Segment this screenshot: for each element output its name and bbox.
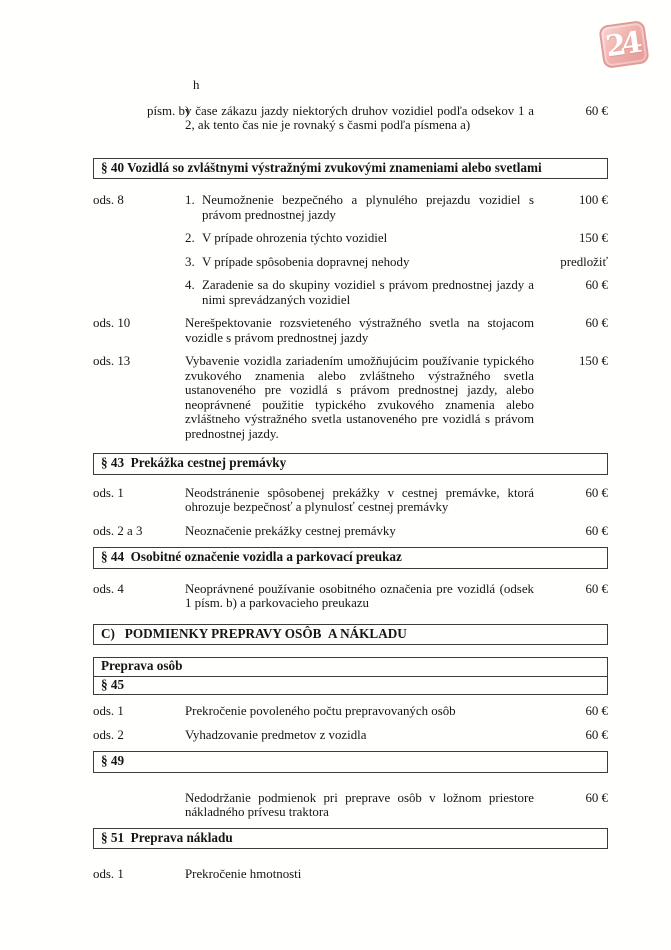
fine-amount: 150 € xyxy=(578,354,608,368)
section-44-rows xyxy=(93,582,608,611)
table-row xyxy=(93,704,608,719)
fine-amount: 60 € xyxy=(585,727,608,742)
table-row xyxy=(93,582,608,611)
item-number: 1. xyxy=(185,193,195,207)
section-header-45-group xyxy=(93,657,608,695)
table-row xyxy=(93,231,608,246)
fine-amount: 60 € xyxy=(585,316,608,330)
section-43-rows xyxy=(93,486,608,539)
section-45-rows xyxy=(93,704,608,742)
table-row xyxy=(93,354,608,441)
section-header-40: § 40 Vozidlá so zvláštnymi výstražnými zvukovými znameniami alebo svetlami xyxy=(93,158,608,180)
24-logo-text: 24 xyxy=(603,25,641,64)
offense-text: V prípade ohrozenia týchto vozidiel xyxy=(202,231,388,245)
offense-text: Nedodržanie podmienok pri preprave osôb v ložnom priestore nákladného prívesu traktora xyxy=(185,790,534,819)
section-header-51: § 51 Preprava nákladu xyxy=(93,828,608,850)
fine-amount: 60 € xyxy=(585,485,608,500)
offense-text: Neoznačenie prekážky cestnej premávky xyxy=(185,523,396,538)
table-row xyxy=(93,486,608,515)
section-header-44: § 44 Osobitné označenie vozidla a parkovací preukaz xyxy=(93,547,608,569)
group-title-preprava-osob: Preprava osôb xyxy=(94,658,607,677)
fine-amount: 150 € xyxy=(578,231,608,245)
fine-amount: 60 € xyxy=(585,704,608,718)
ods-label: ods. 4 xyxy=(93,581,124,596)
table-row xyxy=(93,867,608,882)
fine-amount: 60 € xyxy=(585,103,608,118)
fine-amount: 100 € xyxy=(578,193,608,207)
table-row xyxy=(93,193,608,222)
pism-label: písm. b) xyxy=(147,103,190,118)
table-row xyxy=(93,316,608,345)
section-header-c: C) PODMIENKY PREPRAVY OSÔB A NÁKLADU xyxy=(93,624,608,646)
offense-text: Neumožnenie bezpečného a plynulého prejazdu vozidiel s právom prednostnej jazdy xyxy=(202,193,534,222)
table-row xyxy=(93,278,608,307)
table-row xyxy=(93,255,608,270)
table-row xyxy=(93,524,608,539)
ods-label: ods. 13 xyxy=(93,354,131,368)
table-row xyxy=(93,728,608,743)
offense-text: Prekročenie hmotnosti xyxy=(185,867,302,881)
section-header-45: § 45 xyxy=(101,676,125,692)
fine-amount: 60 € xyxy=(585,523,608,538)
item-number: 3. xyxy=(185,254,195,269)
ods-label: ods. 1 xyxy=(93,867,124,881)
fine-amount: 60 € xyxy=(585,581,608,596)
ods-label: ods. 1 xyxy=(93,485,124,500)
item-number: 2. xyxy=(185,231,195,245)
stray-note: h xyxy=(193,78,200,92)
ods-label: ods. 2 xyxy=(93,727,124,742)
table-row xyxy=(93,791,608,820)
24-logo xyxy=(598,20,650,69)
offense-text: Nerešpektovanie rozsvieteného výstražného svetla na stojacom vozidle s právom prednostnej jazdy xyxy=(185,316,534,345)
ods-label: ods. 8 xyxy=(93,193,124,207)
offense-text: Vyhadzovanie predmetov z vozidla xyxy=(185,727,367,742)
table-row xyxy=(93,104,608,133)
ods-label: ods. 2 a 3 xyxy=(93,523,143,538)
section-51-rows xyxy=(93,867,608,882)
fine-amount: predložiť xyxy=(560,254,608,269)
section-header-49: § 49 xyxy=(93,751,608,773)
ods-label: ods. 1 xyxy=(93,704,124,718)
item-number: 4. xyxy=(185,278,195,292)
fine-amount: 60 € xyxy=(585,790,608,805)
document-content xyxy=(93,78,608,882)
section-header-43: § 43 Prekážka cestnej premávky xyxy=(93,453,608,475)
section-49-rows xyxy=(93,791,608,820)
offense-text: V prípade spôsobenia dopravnej nehody xyxy=(202,254,410,269)
ods-label: ods. 10 xyxy=(93,316,131,330)
offense-text: v čase zákazu jazdy niektorých druhov vozidiel podľa odsekov 1 a 2, ak tento čas nie je rovnaký s časmi podľa písmena a) xyxy=(185,103,534,132)
section-40-rows xyxy=(93,193,608,441)
fine-amount: 60 € xyxy=(585,278,608,292)
offense-text: Prekročenie povoleného počtu prepravovaných osôb xyxy=(185,704,456,718)
offense-text: Neoprávnené používanie osobitného označenia pre vozidlá (odsek 1 písm. b) a parkovacieho preukazu xyxy=(185,581,534,610)
offense-text: Vybavenie vozidla zariadením umožňujúcim používanie typického zvukového znamenia alebo zvláštneho výstražného svetla ustanoveného pre vozidlá s právom prednostnej jazdy, alebo neoprávnené použitie typického zvukového znamenia alebo zvláštneho výstražného svetla ustanoveného pre vozidlá s právom prednostnej jazdy. xyxy=(185,354,534,441)
offense-text: Zaradenie sa do skupiny vozidiel s právom prednostnej jazdy a nimi sprevádzaných vozidiel xyxy=(202,278,534,307)
offense-text: Neodstránenie spôsobenej prekážky v cestnej premávke, ktorá ohrozuje bezpečnosť a plynulosť cestnej premávky xyxy=(185,485,534,514)
